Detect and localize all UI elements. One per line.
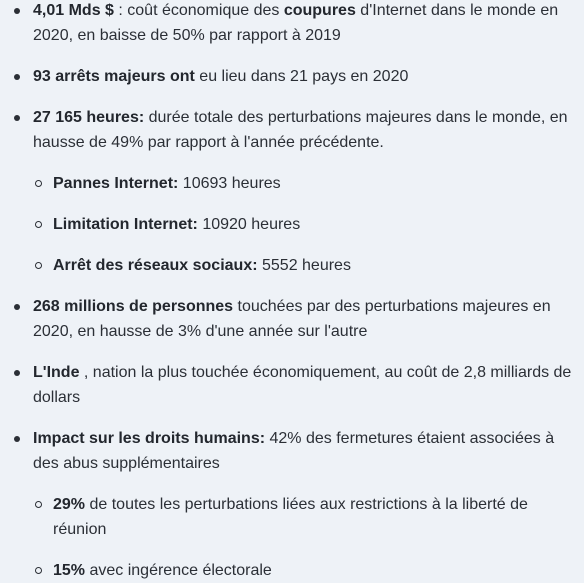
item-text: durée totale des perturbations majeures dans le monde, en hausse de 49% par rapport à l'année précédente.: [33, 109, 568, 151]
item-bold: 93 arrêts majeurs ont: [33, 68, 195, 85]
list-item-human-rights: [0, 426, 584, 583]
item-text: 42% des fermetures étaient associées à des abus supplémentaires: [33, 430, 555, 472]
item-text: touchées par des perturbations majeures en 2020, en hausse de 3% d'une année sur l'autre: [33, 298, 551, 340]
list-item-people-affected: [0, 294, 584, 344]
item-bold: L'Inde: [33, 364, 80, 381]
sublist-item-election: [33, 558, 572, 583]
subitem-text: avec ingérence électorale: [85, 562, 272, 579]
item-text-2: d'Internet dans le monde en 2020, en baisse de 50% par rapport à 2019: [33, 2, 559, 44]
subitem-text: de toutes les perturbations liées aux restrictions à la liberté de réunion: [53, 496, 528, 538]
item-text: : coût économique des: [113, 2, 284, 19]
subitem-bold: Arrêt des réseaux sociaux:: [53, 257, 258, 274]
list-item-economic-cost: [0, 0, 584, 48]
item-text: eu lieu dans 21 pays en 2020: [194, 68, 409, 85]
subitem-bold: Limitation Internet:: [53, 216, 198, 233]
sublist-item-social-media: [33, 253, 572, 278]
item-bold: Impact sur les droits humains:: [33, 430, 266, 447]
subitem-bold: Pannes Internet:: [53, 175, 179, 192]
list-item-total-hours: [0, 105, 584, 278]
subitem-bold: 15%: [53, 562, 86, 579]
rights-sublist: [33, 492, 572, 583]
item-bold: 4,01 Mds $: [33, 2, 114, 19]
list-item-india: [0, 360, 584, 410]
list-item-major-shutdowns: [0, 64, 584, 89]
sublist-item-throttling: [33, 212, 572, 237]
hours-sublist: [33, 171, 572, 278]
subitem-text: 10693 heures: [178, 175, 281, 192]
sublist-item-assembly: [33, 492, 572, 542]
subitem-bold: 29%: [53, 496, 86, 513]
item-bold: 268 millions de personnes: [33, 298, 234, 315]
item-bold-2: coupures: [283, 2, 356, 19]
subitem-text: 10920 heures: [197, 216, 301, 233]
item-text: , nation la plus touchée économiquement, au coût de 2,8 milliards de dollars: [33, 364, 572, 406]
subitem-text: 5552 heures: [257, 257, 351, 274]
item-bold: 27 165 heures:: [33, 109, 145, 126]
sublist-item-outages: [33, 171, 572, 196]
